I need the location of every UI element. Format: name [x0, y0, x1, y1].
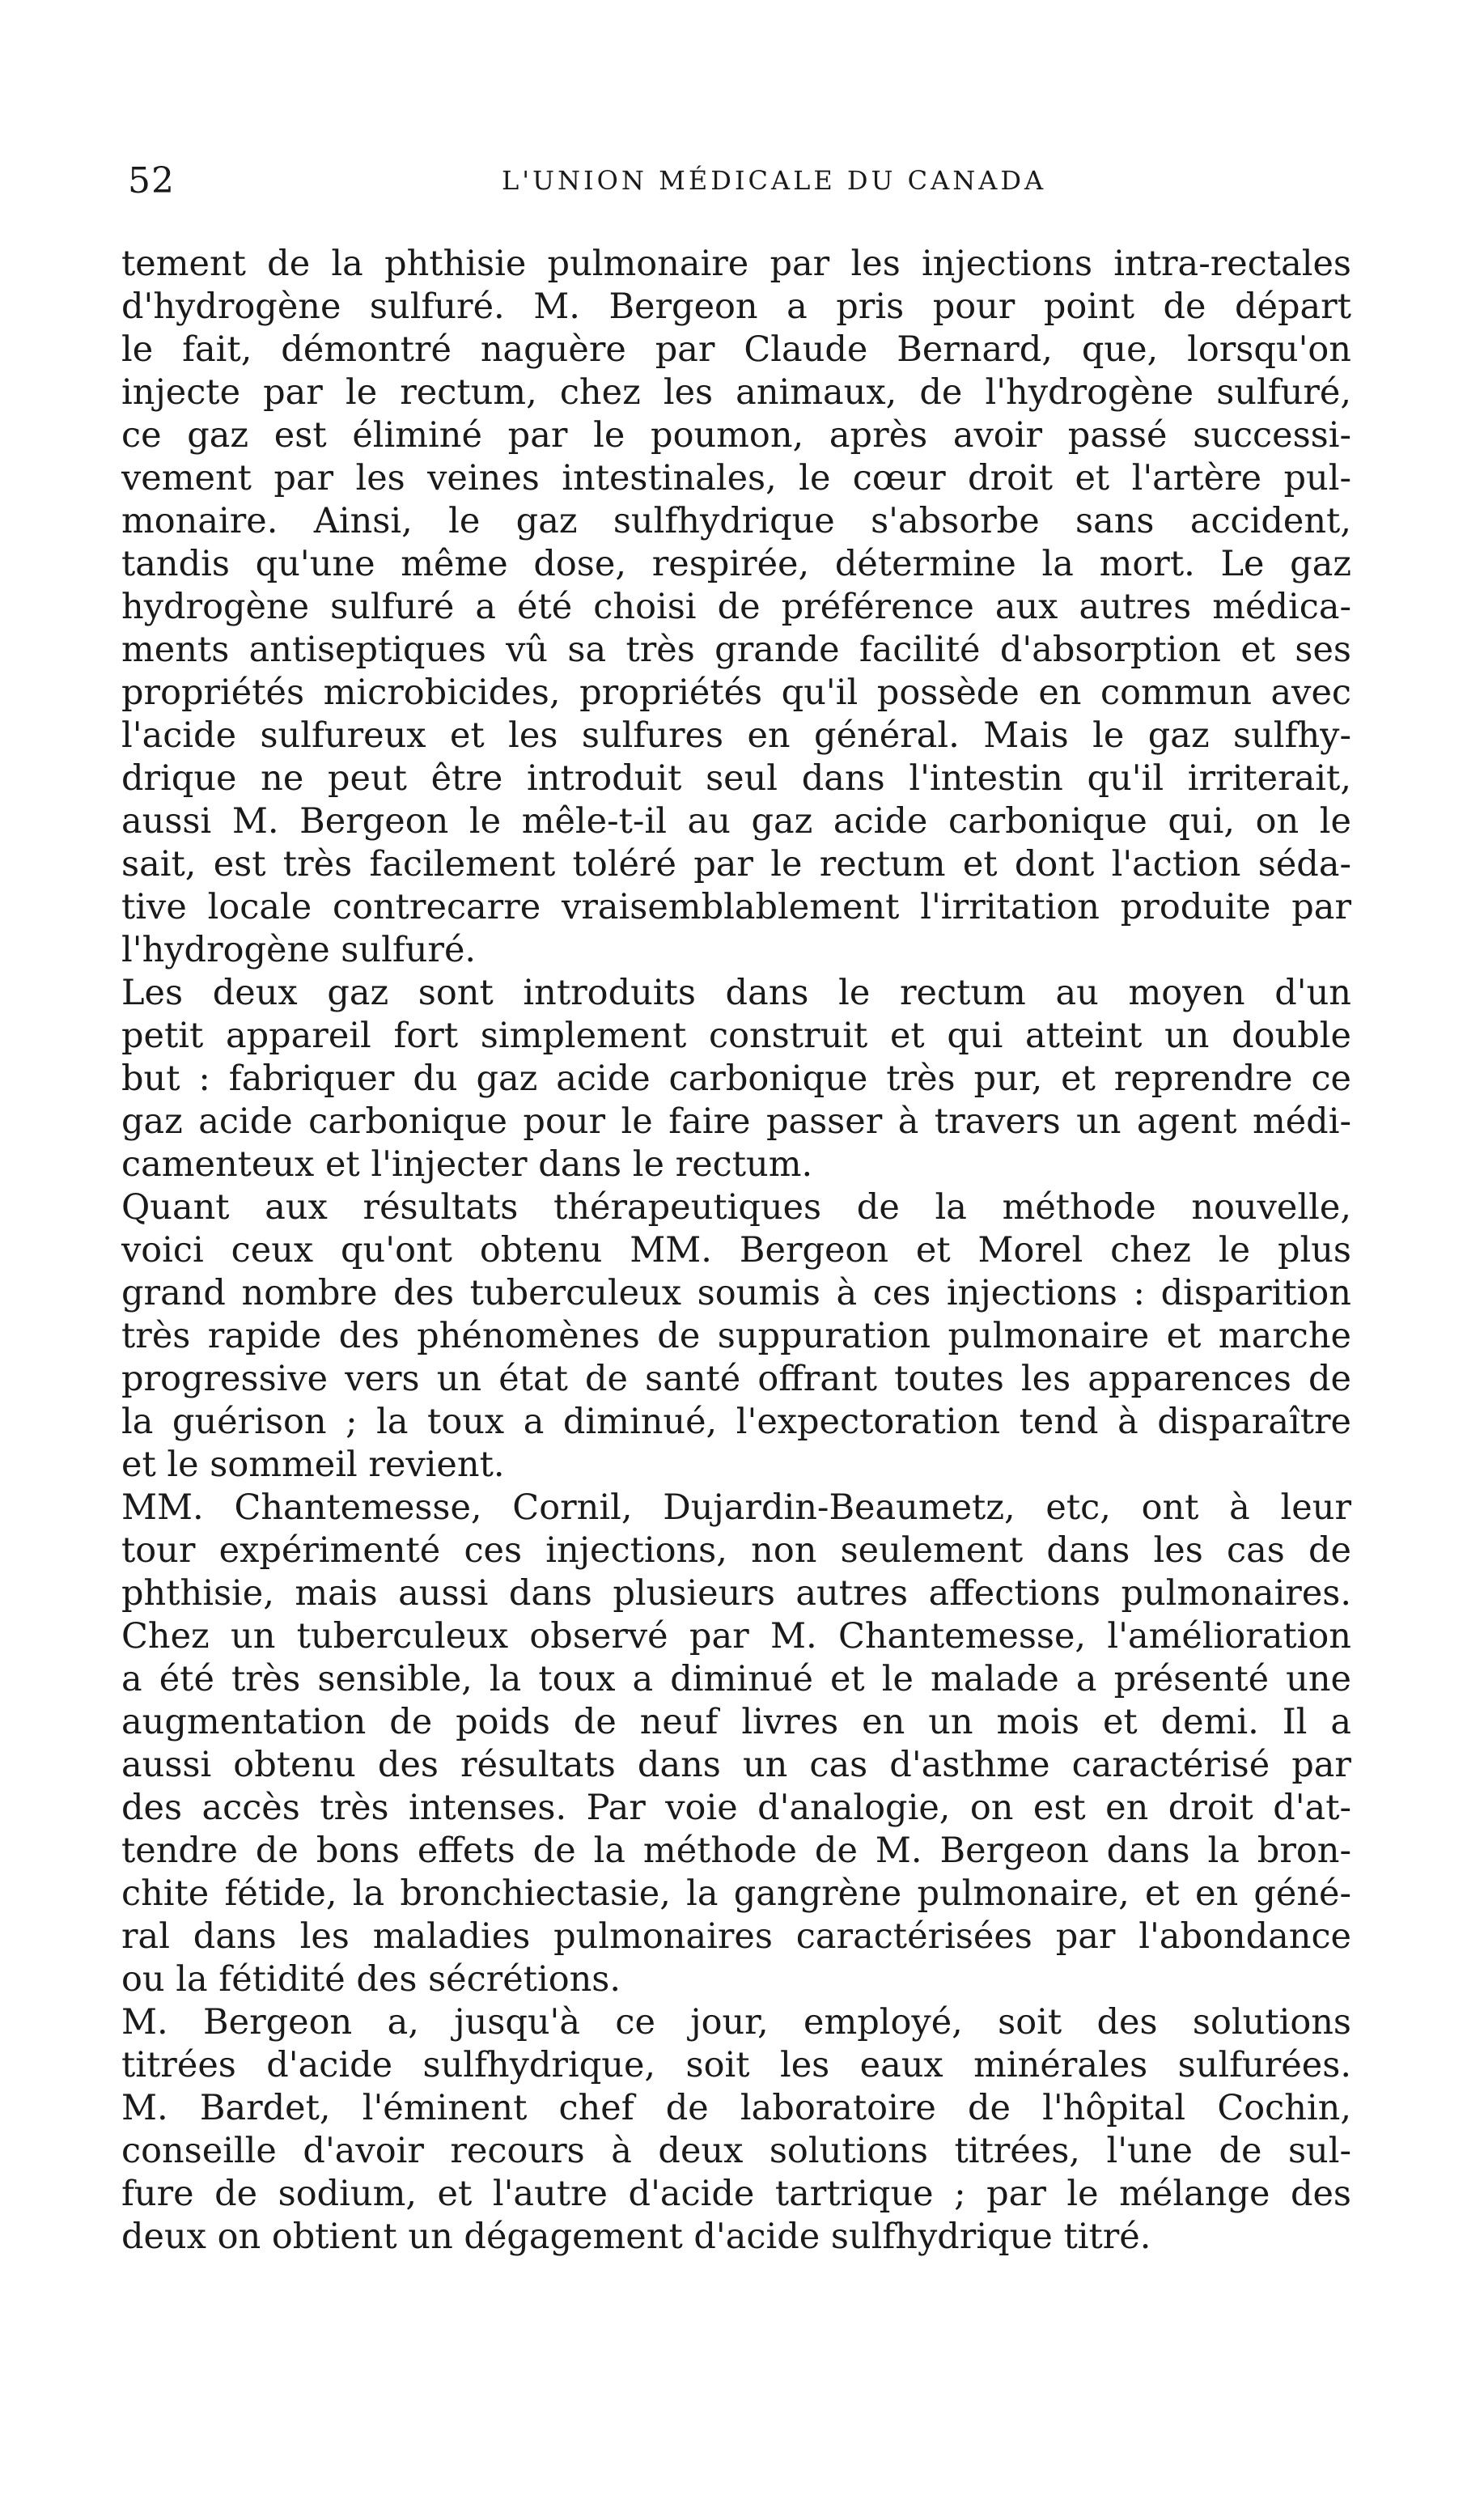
text-line: monaire. Ainsi, le gaz sulfhydrique s'absorbe sans accident, [121, 501, 1351, 541]
text-line: ce gaz est éliminé par le poumon, après avoir passé successi- [121, 415, 1351, 456]
text-line: injecte par le rectum, chez les animaux, de l'hydrogène sulfuré, [121, 372, 1351, 413]
text-line: d'hydrogène sulfuré. M. Bergeon a pris pour point de départ [121, 286, 1351, 327]
text-line: deux on obtient un dégagement d'acide sulfhydrique titré. [121, 2217, 1151, 2257]
text-line: ments antiseptiques vû sa très grande facilité d'absorption et ses [121, 630, 1351, 670]
text-line: conseille d'avoir recours à deux solutions titrées, l'une de sul- [121, 2131, 1351, 2171]
text-line: hydrogène sulfuré a été choisi de préférence aux autres médica- [121, 587, 1351, 627]
text-line: titrées d'acide sulfhydrique, soit les eaux minérales sulfurées. [121, 2045, 1351, 2085]
text-line: aussi M. Bergeon le mêle-t-il au gaz acide carbonique qui, on le [121, 801, 1351, 842]
page-header [121, 160, 1351, 209]
text-line: ral dans les maladies pulmonaires caractérisées par l'abondance [121, 1916, 1351, 1957]
text-line: MM. Chantemesse, Cornil, Dujardin-Beaumetz, etc, ont à leur [121, 1487, 1351, 1528]
text-line: tement de la phthisie pulmonaire par les injections intra-rectales [121, 244, 1351, 284]
text-line: Les deux gaz sont introduits dans le rectum au moyen d'un [121, 973, 1351, 1013]
running-head: L'UNION MÉDICALE DU CANADA [502, 165, 1047, 196]
text-line: gaz acide carbonique pour le faire passer à travers un agent médi- [121, 1101, 1351, 1142]
text-line: voici ceux qu'ont obtenu MM. Bergeon et Morel chez le plus [121, 1230, 1351, 1271]
text-line: drique ne peut être introduit seul dans l'intestin qu'il irriterait, [121, 758, 1351, 799]
text-line: et le sommeil revient. [121, 1445, 505, 1485]
paragraph [121, 972, 1351, 1186]
text-line: tour expérimenté ces injections, non seulement dans les cas de [121, 1530, 1351, 1571]
text-line: le fait, démontré naguère par Claude Bernard, que, lorsqu'on [121, 329, 1351, 370]
text-line: fure de sodium, et l'autre d'acide tartrique ; par le mélange des [121, 2174, 1351, 2214]
paragraph [121, 1487, 1351, 2001]
paragraph [121, 2001, 1351, 2259]
text-line: Quant aux résultats thérapeutiques de la méthode nouvelle, [121, 1187, 1351, 1228]
text-line: aussi obtenu des résultats dans un cas d'asthme caractérisé par [121, 1745, 1351, 1785]
paragraph [121, 1186, 1351, 1487]
text-line: M. Bergeon a, jusqu'à ce jour, employé, soit des solutions [121, 2002, 1351, 2043]
text-line: des accès très intenses. Par voie d'analogie, on est en droit d'at- [121, 1788, 1351, 1828]
text-line: chite fétide, la bronchiectasie, la gangrène pulmonaire, et en géné- [121, 1873, 1351, 1914]
text-line: a été très sensible, la toux a diminué et le malade a présenté une [121, 1659, 1351, 1699]
text-line: but : fabriquer du gaz acide carbonique très pur, et reprendre ce [121, 1058, 1351, 1099]
text-line: augmentation de poids de neuf livres en un mois et demi. Il a [121, 1702, 1351, 1742]
text-line: tive locale contrecarre vraisemblablement l'irritation produite par [121, 887, 1351, 927]
text-line: M. Bardet, l'éminent chef de laboratoire de l'hôpital Cochin, [121, 2088, 1351, 2128]
text-line: petit appareil fort simplement construit et qui atteint un double [121, 1016, 1351, 1056]
text-line: vement par les veines intestinales, le cœur droit et l'artère pul- [121, 458, 1351, 498]
text-line: tandis qu'une même dose, respirée, détermine la mort. Le gaz [121, 544, 1351, 584]
paragraph [121, 243, 1351, 972]
text-line: sait, est très facilement toléré par le rectum et dont l'action séda- [121, 844, 1351, 885]
text-line: très rapide des phénomènes de suppuration pulmonaire et marche [121, 1316, 1351, 1356]
text-line: propriétés microbicides, propriétés qu'il possède en commun avec [121, 672, 1351, 713]
text-line: phthisie, mais aussi dans plusieurs autres affections pulmonaires. [121, 1573, 1351, 1614]
document-page [121, 0, 1376, 2503]
text-line: progressive vers un état de santé offrant toutes les apparences de [121, 1359, 1351, 1399]
text-line: l'hydrogène sulfuré. [121, 930, 477, 970]
text-line: tendre de bons effets de la méthode de M. Bergeon dans la bron- [121, 1831, 1351, 1871]
body-text [121, 243, 1351, 2259]
page-number: 52 [128, 160, 175, 202]
text-line: Chez un tuberculeux observé par M. Chantemesse, l'amélioration [121, 1616, 1351, 1657]
text-line: camenteux et l'injecter dans le rectum. [121, 1144, 813, 1185]
text-line: ou la fétidité des sécrétions. [121, 1959, 621, 2000]
text-line: l'acide sulfureux et les sulfures en général. Mais le gaz sulfhy- [121, 715, 1351, 756]
text-line: grand nombre des tuberculeux soumis à ces injections : disparition [121, 1273, 1351, 1313]
text-line: la guérison ; la toux a diminué, l'expectoration tend à disparaître [121, 1402, 1351, 1442]
